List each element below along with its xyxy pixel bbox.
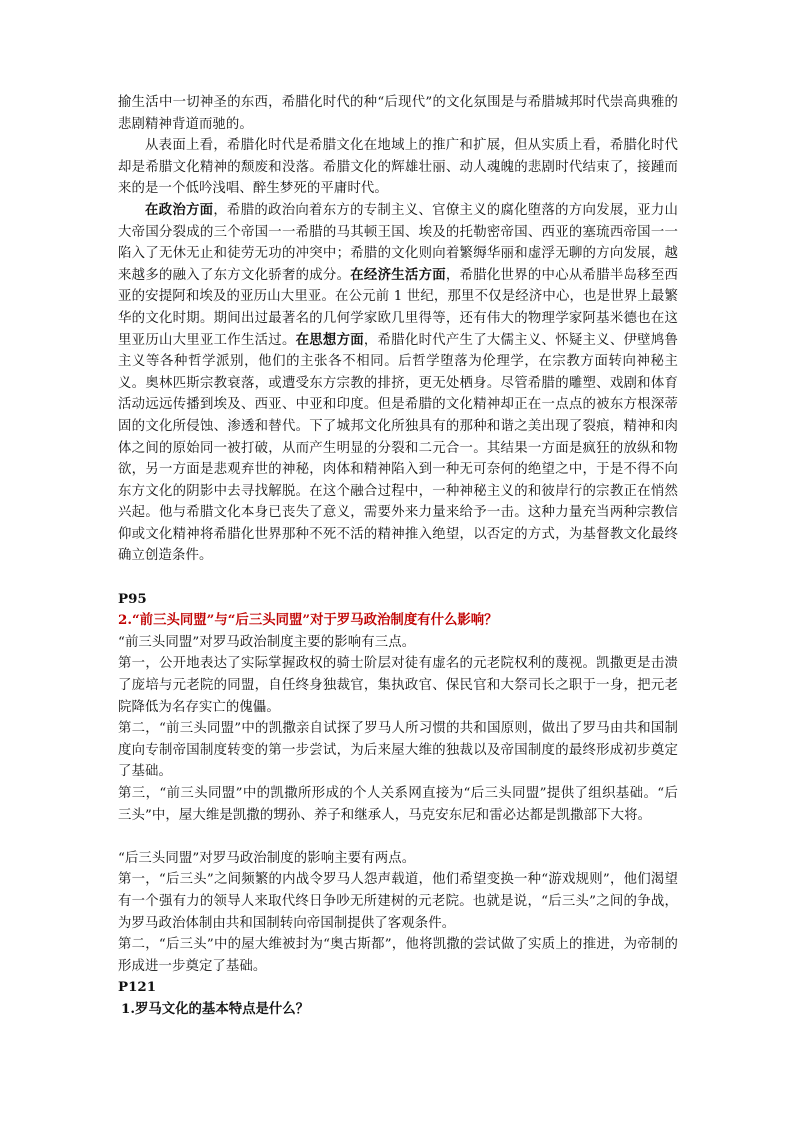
- q2-point-5: 第二，“后三头”中的屋大维被封为“奥古斯都”，他将凯撒的尝试做了实质上的推进，为帝制的形成进一步奠定了基础。: [118, 937, 678, 974]
- page-label-p121: P121: [118, 979, 157, 996]
- paragraph-2: 从表面上看，希腊化时代是希腊文化在地域上的推广和扩展，但从实质上看，希腊化时代却是希腊文化精神的颓废和没落。希腊文化的辉雄壮丽、动人魂魄的悲剧时代结束了，接踵而来的是一个低吟浅唱、醉生梦死的平庸时代。: [118, 138, 678, 197]
- paragraph-3-text-2: ，希腊化世界的中心从希腊半岛移至西亚的安提阿和埃及的亚历山大里亚。在公元前 1 世纪，那里不仅是经济中心，也是世界上最繁华的文化时期。期间出过最著名的几何学家欧几里得等，还有伟大的物理学家阿基米德也在这里亚历山大里亚工作生活过。: [118, 267, 678, 348]
- heading-economy: 在经济生活方面: [350, 266, 446, 283]
- q2-point-1: 第一，公开地表达了实际掌握政权的骑士阶层对徒有虚名的元老院权利的蔑视。凯撒更是击溃了庞培与元老院的同盟，自任终身独裁官，集执政官、保民官和大祭司长之职于一身，把元老院降低为名存实亡的傀儡。: [118, 656, 678, 715]
- question-1-heading: 1.罗马文化的基本特点是什么？: [121, 1000, 310, 1017]
- q2-point-3: 第三，“前三头同盟”中的凯撒所形成的个人关系网直接为“后三头同盟”提供了组织基础。“后三头”中，屋大维是凯撒的甥孙、养子和继承人，马克安东尼和雷必达都是凯撒部下大将。: [118, 786, 678, 823]
- q2-intro: “前三头同盟”对罗马政治制度主要的影响有三点。: [118, 634, 416, 650]
- q2-point-4: 第一，“后三头”之间频繁的内战令罗马人怨声载道，他们希望变换一种“游戏规则”，他们渴望有一个强有力的领导人来取代终日争吵无所建树的元老院。也就是说，“后三头”之间的争战，为罗马政治体制由共和国制转向帝国制提供了客观条件。: [118, 872, 678, 931]
- page-label-p95: P95: [118, 590, 147, 607]
- q2-intro-2: “后三头同盟”对罗马政治制度的影响主要有两点。: [118, 850, 416, 866]
- question-2-heading: 2.“前三头同盟”与“后三头同盟”对于罗马政治制度有什么影响？: [118, 612, 498, 629]
- paragraph-3-text-1: ，希腊的政治向着东方的专制主义、官僚主义的腐化堕落的方向发展，亚力山大帝国分裂成的三个帝国一一希腊的马其顿王国、埃及的托勒密帝国、西亚的塞琉西帝国一一陷入了无休无止和徒劳无功的冲突中；希腊的文化则向着繁缛华丽和虚浮无聊的方向发展，越来越多的融入了东方文化骄奢的成分。: [118, 202, 678, 283]
- paragraph-3-text-3: ，希腊化时代产生了大儒主义、怀疑主义、伊壁鸠鲁主义等各种哲学派别，他们的主张各不相同。后哲学堕落为伦理学，在宗教方面转向神秘主义。奥林匹斯宗教衰落，或遭受东方宗教的排挤，更无处栖身。尽管希腊的雕塑、戏剧和体育活动远远传播到埃及、西亚、中亚和印度。但是希腊的文化精神却正在一点点的被东方根深蒂固的文化所侵蚀、渗透和替代。下了城邦文化所独具有的那种和谐之美出现了裂痕，精神和肉体之间的原始同一被打破，从而产生明显的分裂和二元合一。其结果一方面是疯狂的放纵和物欲，另一方面是悲观弃世的神秘，肉体和精神陷入到一种无可奈何的绝望之中，于是不得不向东方文化的阴影中去寻找解脱。在这个融合过程中，一种神秘主义的和彼岸行的宗教正在悄然兴起。他与希腊文化本身已丧失了意义，需要外来力量来给予一击。这种力量充当两种宗教信仰或文化精神将希腊化世界那种不死不活的精神推入绝望，以否定的方式，为基督教文化最终确立创造条件。: [118, 332, 678, 564]
- paragraph-3: [118, 200, 678, 567]
- paragraph-1: 揄生活中一切神圣的东西，希腊化时代的种“后现代”的文化氛围是与希腊城邦时代崇高典雅的悲剧精神背道而驰的。: [118, 95, 678, 132]
- heading-thought: 在思想方面: [295, 331, 364, 348]
- spacer: [118, 567, 678, 589]
- document-page: [118, 92, 678, 1021]
- q2-point-2: 第二，“前三头同盟”中的凯撒亲自试探了罗马人所习惯的共和国原则，做出了罗马由共和国制度向专制帝国制度转变的第一步尝试，为后来屋大维的独裁以及帝国制度的最终形成初步奠定了基础。: [118, 721, 678, 780]
- spacer: [118, 826, 678, 848]
- heading-politics: 在政治方面: [145, 201, 214, 218]
